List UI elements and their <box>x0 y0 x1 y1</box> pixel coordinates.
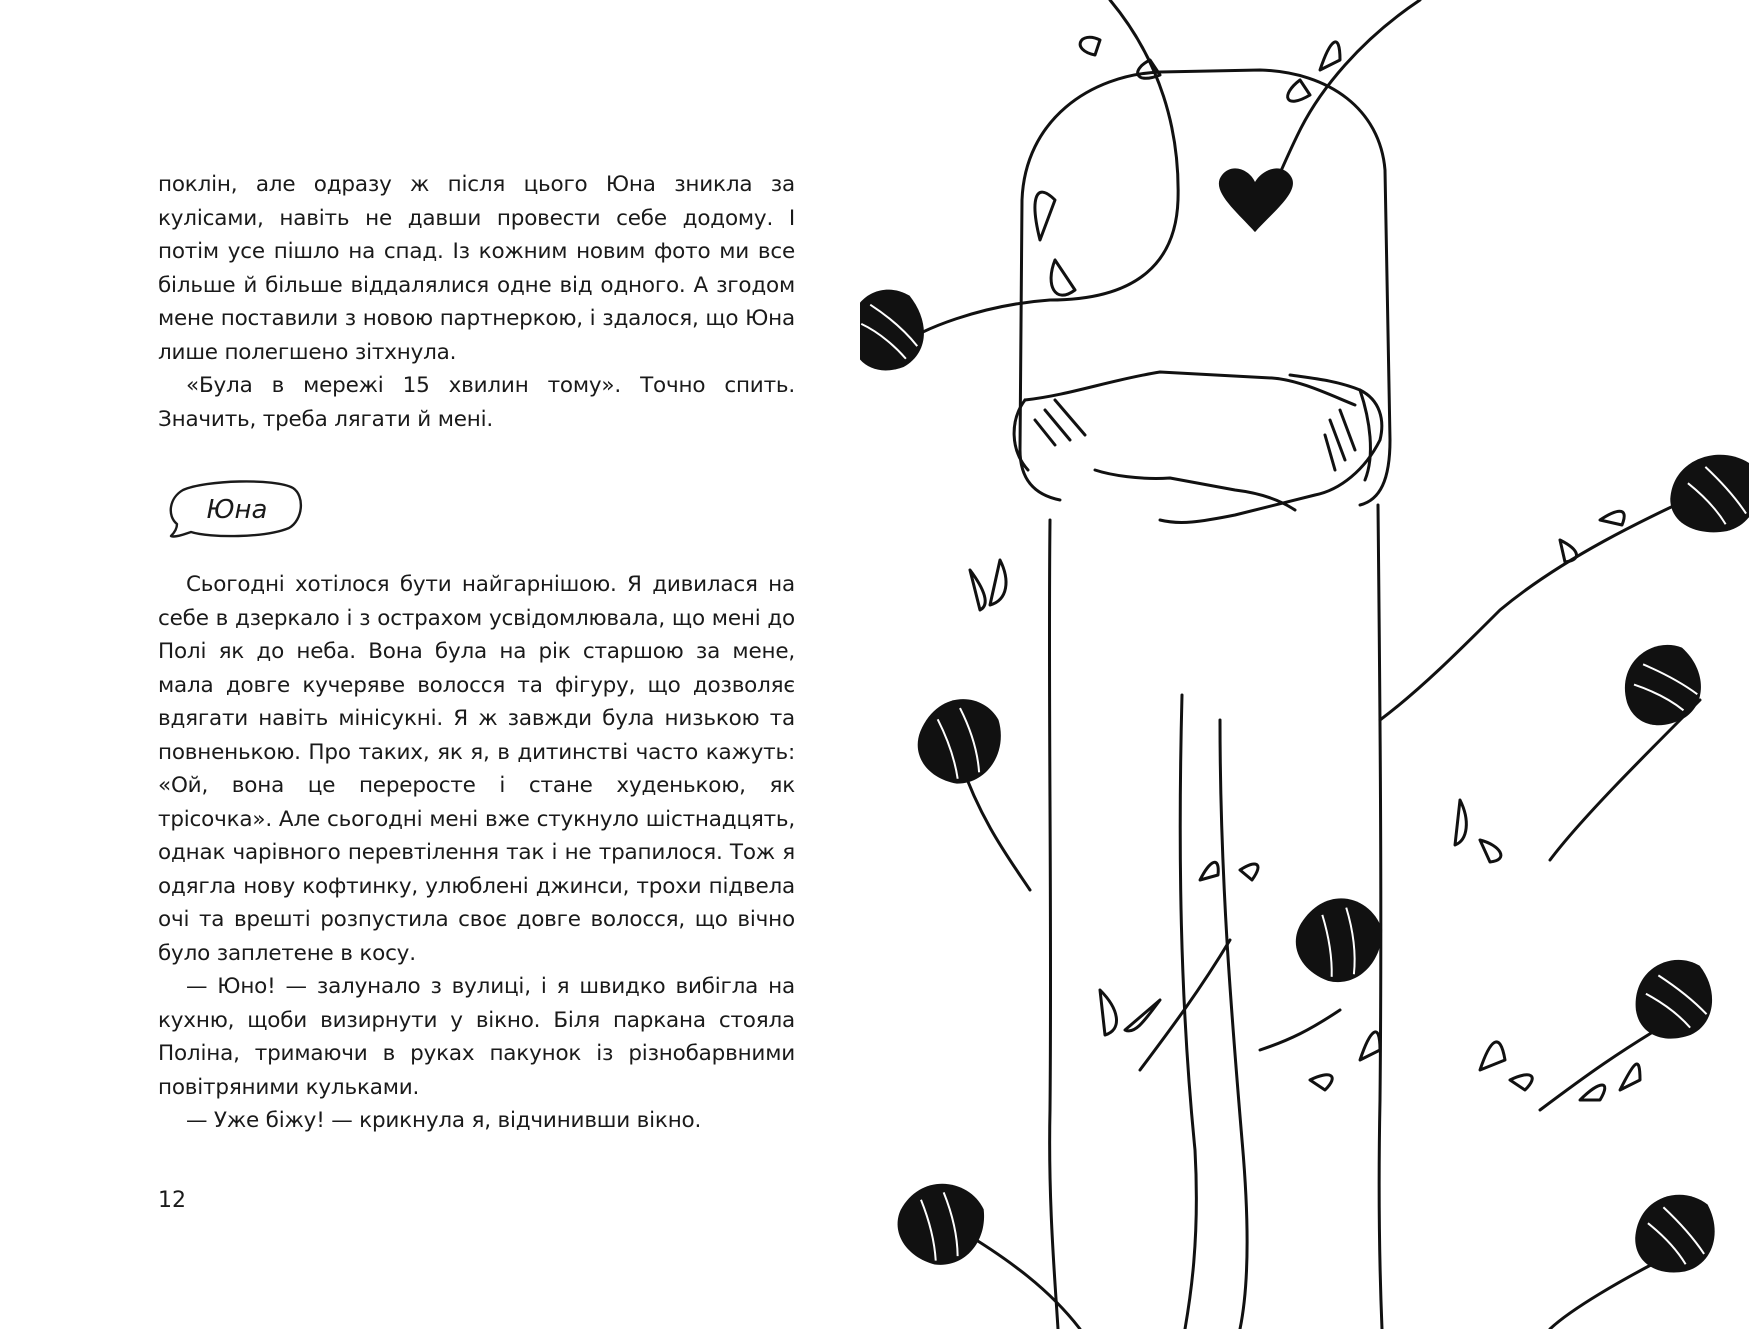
arm-left-lower <box>1095 470 1295 510</box>
stem <box>960 1230 1080 1329</box>
tulip-icon <box>912 692 1007 790</box>
tulip-icon <box>1285 886 1392 994</box>
leg-right <box>1378 505 1382 1329</box>
tulip-icon <box>1623 950 1724 1050</box>
text-block-top <box>158 168 795 436</box>
paragraph: поклін, але одразу ж після цього Юна зникла за кулісами, навіть не давши провести себе додому. І потім усе пішло на спад. Із кожним новим фото ми все більше й більше віддалялися одне від одного. А згодом мене поставили з новою партнеркою, і здалося, що Юна лише полегшено зітхнула. <box>158 172 795 365</box>
leaf <box>1310 1032 1380 1090</box>
paragraph: — Уже біжу! — крикнула я, відчинивши вікно. <box>186 1108 702 1133</box>
tulip-icon <box>889 1173 992 1274</box>
tulip-icon <box>1609 633 1716 739</box>
figure-outline <box>1020 70 1390 505</box>
leaf <box>1288 42 1340 101</box>
leaf <box>1480 1042 1532 1090</box>
leaf <box>1200 862 1258 880</box>
paragraph: «Була в мережі 15 хвилин тому». Точно спить. Значить, треба лягати й мені. <box>158 373 795 432</box>
tulip-icon <box>1628 1189 1721 1279</box>
stem <box>900 0 1178 345</box>
heart-icon <box>1219 168 1293 232</box>
hand <box>1014 400 1085 470</box>
leaf <box>970 560 1006 610</box>
speech-bubble-icon <box>165 478 305 540</box>
page-number: 12 <box>158 1188 186 1213</box>
illustration <box>860 0 1749 1329</box>
leaf <box>1100 990 1160 1035</box>
stem <box>1550 700 1700 860</box>
leaf <box>1455 800 1501 862</box>
leg-left <box>1049 520 1058 1329</box>
speaker-name: Юна <box>206 495 268 525</box>
stem <box>1260 1010 1340 1050</box>
leaf <box>1580 1064 1640 1100</box>
leaf <box>1035 192 1075 295</box>
speaker-tag <box>165 478 305 540</box>
tulip-icon <box>1664 448 1749 540</box>
text-block-bottom <box>158 568 795 1138</box>
paragraph: — Юно! — залунало з вулиці, і я швидко вибігла на кухню, щоби визирнути у вікно. Біля паркана стояла Поліна, тримаючи в руках пакунок із різнобарвними повітряними кульками. <box>158 974 795 1100</box>
arm-right <box>1160 375 1382 522</box>
paragraph: Сьогодні хотілося бути найгарнішою. Я дивилася на себе в дзеркало і з острахом усвідомлювала, що мені до Полі як до неба. Вона була на рік старшою за мене, мала довге кучеряве волосся та фігуру, що дозволяє вдягати навіть мінісукні. Я ж завжди була низькою та повненькою. Про таких, як я, в дитинстві часто кажуть: «Ой, вона це переросте і стане худенькою, як трісочка». Але сьогодні мені вже стукнуло шістнадцять, однак чарівного перевтілення так і не трапилося. Тож я одягла нову кофтинку, улюблені джинси, трохи підвела очі та врешті розпустила своє довге волосся, що вічно було заплетене в косу. <box>158 572 795 966</box>
leg-inner <box>1220 720 1247 1329</box>
